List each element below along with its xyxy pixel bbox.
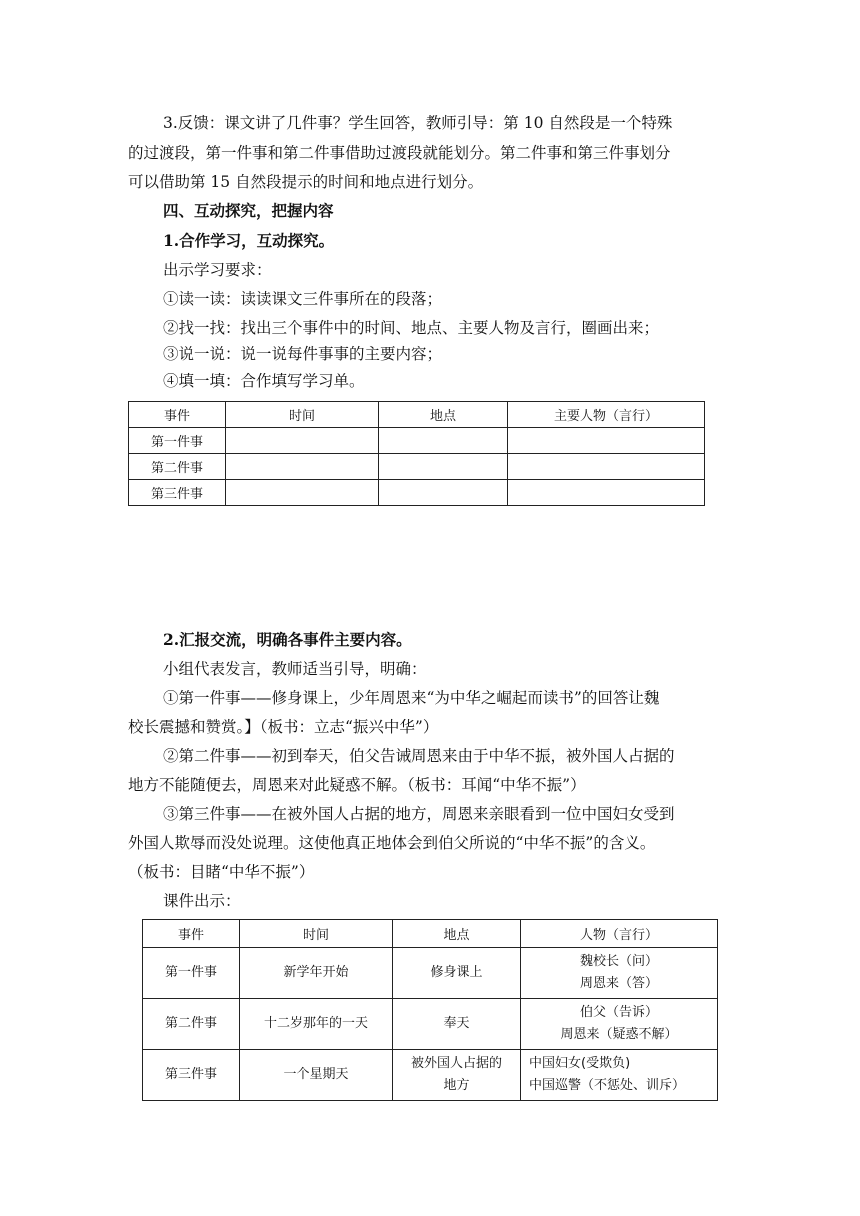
header-place: 地点 <box>393 920 521 948</box>
table-row <box>143 948 718 999</box>
header-place: 地点 <box>379 402 508 428</box>
header-people: 主要人物（言行） <box>508 402 705 428</box>
cell-people <box>521 1050 718 1101</box>
place-line: 奉天 <box>443 1016 470 1031</box>
requirement-fill: ④填一填：合作填写学习单。 <box>163 372 365 390</box>
row-event: 第二件事 <box>129 454 226 480</box>
paragraph-feedback-line2: 的过渡段，第一件事和第二件事借助过渡段就能划分。第二件事和第三件事划分 <box>128 144 671 162</box>
event3-line1: ③第三件事——在被外国人占据的地方，周恩来亲眼看到一位中国妇女受到 <box>163 805 675 823</box>
people-line: 魏校长（问） <box>579 954 658 969</box>
report-intro: 小组代表发言，教师适当引导，明确： <box>163 660 427 678</box>
empty-cell <box>379 480 508 506</box>
place-line: 修身课上 <box>430 965 483 980</box>
table-header-row <box>129 402 705 428</box>
cell-place <box>393 1050 521 1101</box>
cell-people <box>521 948 718 999</box>
section-heading-4: 四、互动探究，把握内容 <box>163 201 334 220</box>
header-event: 事件 <box>129 402 226 428</box>
row-event: 第一件事 <box>129 428 226 454</box>
table-row <box>129 480 705 506</box>
requirement-read: ①读一读：读读课文三件事所在的段落； <box>163 290 443 308</box>
cell-time: 一个星期天 <box>240 1050 393 1101</box>
event2-line1: ②第二件事——初到奉天，伯父告诫周恩来由于中华不振，被外国人占据的 <box>163 747 675 765</box>
empty-cell <box>226 454 379 480</box>
cell-place <box>393 999 521 1050</box>
requirement-find: ②找一找：找出三个事件中的时间、地点、主要人物及言行，圈画出来； <box>163 319 660 337</box>
empty-cell <box>226 428 379 454</box>
people-line: 伯父（告诉） <box>579 1005 658 1020</box>
cell-event: 第三件事 <box>143 1050 240 1101</box>
header-time: 时间 <box>240 920 393 948</box>
paragraph-feedback-line3: 可以借助第 15 自然段提示的时间和地点进行划分。 <box>128 173 484 191</box>
event3-line3: （板书：目睹“中华不振”） <box>128 863 315 881</box>
requirement-say: ③说一说：说一说每件事事的主要内容； <box>163 345 443 363</box>
cell-event: 第二件事 <box>143 999 240 1050</box>
empty-cell <box>379 454 508 480</box>
empty-cell <box>508 428 705 454</box>
header-event: 事件 <box>143 920 240 948</box>
table-row <box>143 999 718 1050</box>
subheading-report: 2.汇报交流，明确各事件主要内容。 <box>163 630 412 649</box>
empty-cell <box>508 480 705 506</box>
event1-line1: ①第一件事——修身课上，少年周恩来“为中华之崛起而读书”的回答让魏 <box>163 689 660 707</box>
event3-line2: 外国人欺辱而没处说理。这使他真正地体会到伯父所说的“中华不振”的含义。 <box>128 834 656 852</box>
courseware-label: 课件出示： <box>163 892 241 910</box>
paragraph-feedback-line1: 3.反馈：课文讲了几件事？学生回答，教师引导：第 10 自然段是一个特殊 <box>163 114 673 132</box>
cell-time: 十二岁那年的一天 <box>240 999 393 1050</box>
cell-place <box>393 948 521 999</box>
people-line: 周恩来（疑惑不解） <box>560 1027 678 1042</box>
place-line: 被外国人占据的 <box>410 1056 502 1071</box>
table-row <box>129 428 705 454</box>
table-row <box>129 454 705 480</box>
cell-time: 新学年开始 <box>240 948 393 999</box>
header-people: 人物（言行） <box>521 920 718 948</box>
empty-cell <box>508 454 705 480</box>
event1-line2: 校长震撼和赞赏。】（板书：立志“振兴中华”） <box>128 718 439 736</box>
table-header-row <box>143 920 718 948</box>
people-line: 周恩来（答） <box>579 976 658 991</box>
courseware-table <box>142 919 718 1101</box>
cell-people <box>521 999 718 1050</box>
event2-line2: 地方不能随便去，周恩来对此疑惑不解。（板书：耳闻“中华不振”） <box>128 776 586 794</box>
cell-event: 第一件事 <box>143 948 240 999</box>
people-line: 中国巡警（不惩处、训斥） <box>529 1078 686 1093</box>
header-time: 时间 <box>226 402 379 428</box>
people-line: 中国妇女(受欺负) <box>529 1056 631 1071</box>
empty-cell <box>226 480 379 506</box>
subheading-cooperative-learning: 1.合作学习，互动探究。 <box>163 231 335 250</box>
row-event: 第三件事 <box>129 480 226 506</box>
empty-cell <box>379 428 508 454</box>
study-sheet-table <box>128 401 705 506</box>
table-row <box>143 1050 718 1101</box>
requirements-title: 出示学习要求： <box>163 261 272 279</box>
place-line: 地方 <box>443 1078 470 1093</box>
